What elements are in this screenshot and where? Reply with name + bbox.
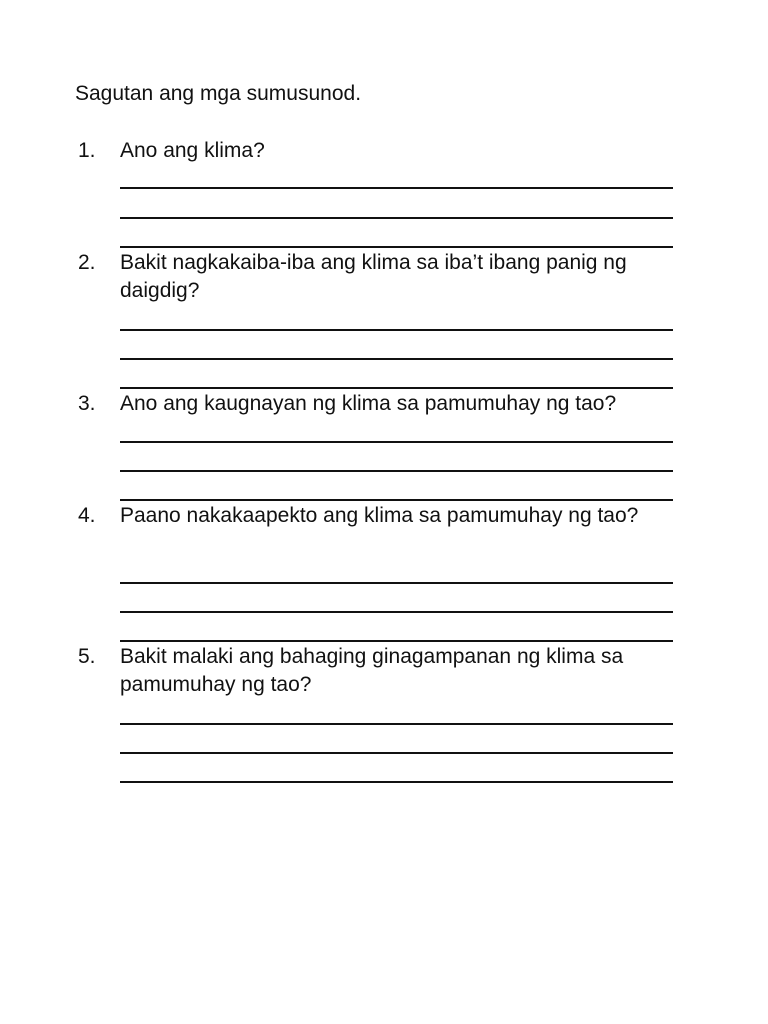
question-number: 2. [78, 251, 96, 274]
question-number: 1. [78, 139, 96, 162]
answer-line[interactable] [120, 723, 673, 725]
question-2 [78, 249, 678, 305]
answer-line[interactable] [120, 441, 673, 443]
question-text: Bakit malaki ang bahaging ginagampanan ng klima sa pamumuhay ng tao? [120, 645, 624, 696]
question-number: 5. [78, 645, 96, 668]
question-3 [78, 390, 678, 418]
answer-line[interactable] [120, 217, 673, 219]
question-4 [78, 502, 678, 530]
answer-line[interactable] [120, 752, 673, 754]
answer-line[interactable] [120, 611, 673, 613]
answer-line[interactable] [120, 470, 673, 472]
answer-line[interactable] [120, 499, 673, 501]
question-number: 4. [78, 504, 96, 527]
question-text: Ano ang kaugnayan ng klima sa pamumuhay ng tao? [120, 392, 617, 415]
question-5 [78, 643, 678, 699]
answer-line[interactable] [120, 329, 673, 331]
answer-line[interactable] [120, 246, 673, 248]
question-number: 3. [78, 392, 96, 415]
answer-line[interactable] [120, 781, 673, 783]
question-text: Paano nakakaapekto ang klima sa pamumuhay ng tao? [120, 504, 639, 527]
answer-line[interactable] [120, 387, 673, 389]
question-1 [78, 137, 678, 165]
instructions-text: Sagutan ang mga sumusunod. [75, 82, 362, 105]
answer-line[interactable] [120, 640, 673, 642]
question-text: Bakit nagkakaiba-iba ang klima sa iba’t ibang panig ng daigdig? [120, 251, 627, 302]
answer-line[interactable] [120, 358, 673, 360]
answer-line[interactable] [120, 582, 673, 584]
answer-line[interactable] [120, 187, 673, 189]
question-text: Ano ang klima? [120, 139, 265, 162]
